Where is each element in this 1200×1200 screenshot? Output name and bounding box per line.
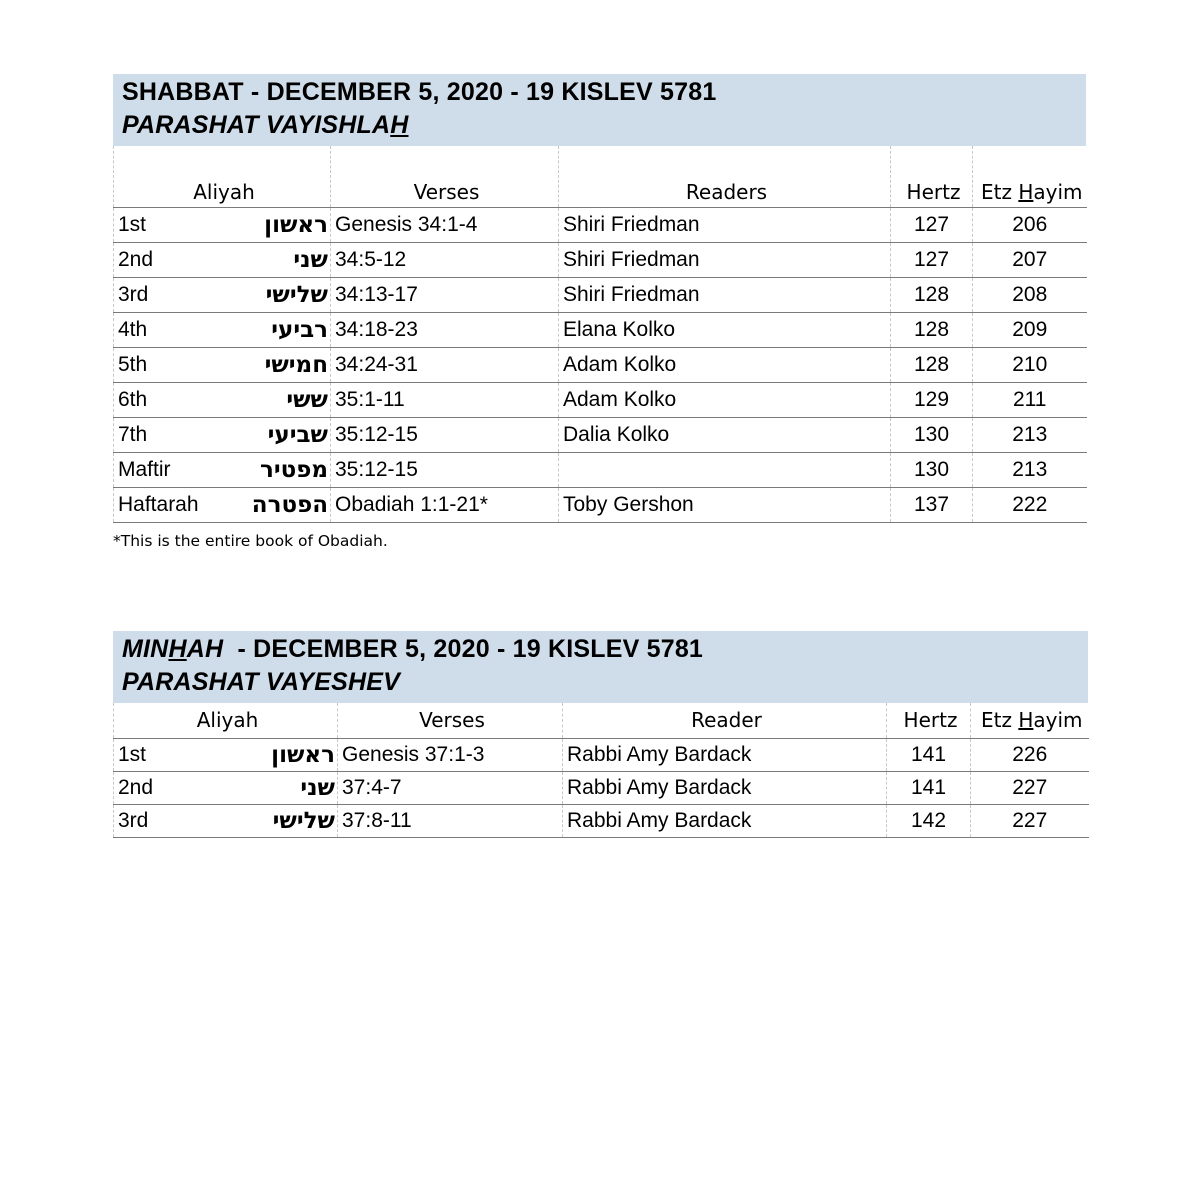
reader-cell <box>559 452 891 487</box>
reader-cell: Shiri Friedman <box>559 277 891 312</box>
etz-hayim-page: 211 <box>973 382 1087 417</box>
reader-cell: Shiri Friedman <box>559 242 891 277</box>
reader-cell: Rabbi Amy Bardack <box>563 738 887 771</box>
table-row <box>114 312 1087 347</box>
aliyah-number: Maftir <box>114 452 207 487</box>
aliyah-number: 6th <box>114 382 207 417</box>
hertz-page: 128 <box>891 312 973 347</box>
verses-cell: 34:13-17 <box>331 277 559 312</box>
table-row <box>114 804 1089 837</box>
shabbat-title: SHABBAT - DECEMBER 5, 2020 - 19 KISLEV 5781 <box>122 78 717 106</box>
etz-hayim-page: 207 <box>973 242 1087 277</box>
hertz-page: 130 <box>891 417 973 452</box>
shabbat-header-row <box>114 146 1087 207</box>
aliyah-hebrew: חמישי <box>207 347 331 382</box>
etz-hayim-page: 210 <box>973 347 1087 382</box>
aliyah-number: Haftarah <box>114 487 207 522</box>
verses-cell: 37:8-11 <box>338 804 563 837</box>
table-row <box>114 452 1087 487</box>
header-verses: Verses <box>338 703 563 738</box>
aliyah-hebrew: מפטיר <box>207 452 331 487</box>
hertz-page: 142 <box>887 804 971 837</box>
header-aliyah: Aliyah <box>114 146 331 207</box>
reader-cell: Adam Kolko <box>559 382 891 417</box>
reader-cell: Shiri Friedman <box>559 207 891 242</box>
table-row <box>114 242 1087 277</box>
table-row <box>114 738 1089 771</box>
reader-cell: Rabbi Amy Bardack <box>563 804 887 837</box>
table-row <box>114 487 1087 522</box>
etz-hayim-page: 213 <box>973 452 1087 487</box>
reader-cell: Toby Gershon <box>559 487 891 522</box>
etz-hayim-page: 208 <box>973 277 1087 312</box>
verses-cell: 34:24-31 <box>331 347 559 382</box>
aliyah-hebrew: שביעי <box>207 417 331 452</box>
table-row <box>114 347 1087 382</box>
verses-cell: 37:4-7 <box>338 771 563 804</box>
shabbat-banner <box>113 74 1086 146</box>
minhah-parasha: PARASHAT VAYESHEV <box>122 668 400 696</box>
header-etz-hayim: Etz Hayim <box>973 146 1087 207</box>
aliyah-hebrew: שלישי <box>217 804 338 837</box>
aliyah-number: 1st <box>114 738 217 771</box>
aliyah-hebrew: שני <box>217 771 338 804</box>
etz-hayim-page: 226 <box>971 738 1089 771</box>
hertz-page: 127 <box>891 207 973 242</box>
verses-cell: Obadiah 1:1-21* <box>331 487 559 522</box>
aliyah-hebrew: ששי <box>207 382 331 417</box>
footnote: *This is the entire book of Obadiah. <box>113 531 388 550</box>
verses-cell: 35:1-11 <box>331 382 559 417</box>
header-verses: Verses <box>331 146 559 207</box>
aliyah-number: 2nd <box>114 242 207 277</box>
aliyah-hebrew: שני <box>207 242 331 277</box>
hertz-page: 128 <box>891 277 973 312</box>
table-row <box>114 207 1087 242</box>
verses-cell: 34:5-12 <box>331 242 559 277</box>
reader-cell: Dalia Kolko <box>559 417 891 452</box>
etz-hayim-page: 227 <box>971 804 1089 837</box>
etz-hayim-page: 209 <box>973 312 1087 347</box>
verses-cell: 35:12-15 <box>331 417 559 452</box>
header-etz-hayim: Etz Hayim <box>971 703 1089 738</box>
aliyah-number: 3rd <box>114 277 207 312</box>
header-aliyah: Aliyah <box>114 703 338 738</box>
verses-cell: 35:12-15 <box>331 452 559 487</box>
header-readers: Readers <box>559 146 891 207</box>
table-row <box>114 417 1087 452</box>
table-row <box>114 382 1087 417</box>
minhah-title: MINHAH - DECEMBER 5, 2020 - 19 KISLEV 5781 <box>122 635 704 663</box>
aliyah-number: 4th <box>114 312 207 347</box>
reader-cell: Rabbi Amy Bardack <box>563 771 887 804</box>
etz-hayim-page: 206 <box>973 207 1087 242</box>
hertz-page: 127 <box>891 242 973 277</box>
hertz-page: 137 <box>891 487 973 522</box>
shabbat-parasha: PARASHAT VAYISHLAH <box>122 111 409 139</box>
aliyah-number: 2nd <box>114 771 217 804</box>
minhah-table <box>113 703 1089 838</box>
reader-cell: Adam Kolko <box>559 347 891 382</box>
shabbat-section <box>113 74 1086 550</box>
table-row <box>114 771 1089 804</box>
hertz-page: 130 <box>891 452 973 487</box>
aliyah-number: 7th <box>114 417 207 452</box>
header-reader: Reader <box>563 703 887 738</box>
verses-cell: Genesis 34:1-4 <box>331 207 559 242</box>
reader-cell: Elana Kolko <box>559 312 891 347</box>
minhah-section <box>113 631 1088 838</box>
aliyah-hebrew: ראשון <box>207 207 331 242</box>
aliyah-number: 1st <box>114 207 207 242</box>
minhah-header-row <box>114 703 1089 738</box>
etz-hayim-page: 227 <box>971 771 1089 804</box>
aliyah-hebrew: הפטרה <box>207 487 331 522</box>
hertz-page: 141 <box>887 771 971 804</box>
aliyah-hebrew: רביעי <box>207 312 331 347</box>
aliyah-number: 3rd <box>114 804 217 837</box>
aliyah-number: 5th <box>114 347 207 382</box>
verses-cell: 34:18-23 <box>331 312 559 347</box>
header-hertz: Hertz <box>891 146 973 207</box>
header-hertz: Hertz <box>887 703 971 738</box>
shabbat-table <box>113 146 1087 523</box>
hertz-page: 141 <box>887 738 971 771</box>
etz-hayim-page: 213 <box>973 417 1087 452</box>
aliyah-hebrew: ראשון <box>217 738 338 771</box>
table-row <box>114 277 1087 312</box>
hertz-page: 129 <box>891 382 973 417</box>
aliyah-hebrew: שלישי <box>207 277 331 312</box>
verses-cell: Genesis 37:1-3 <box>338 738 563 771</box>
hertz-page: 128 <box>891 347 973 382</box>
etz-hayim-page: 222 <box>973 487 1087 522</box>
minhah-banner <box>113 631 1088 703</box>
